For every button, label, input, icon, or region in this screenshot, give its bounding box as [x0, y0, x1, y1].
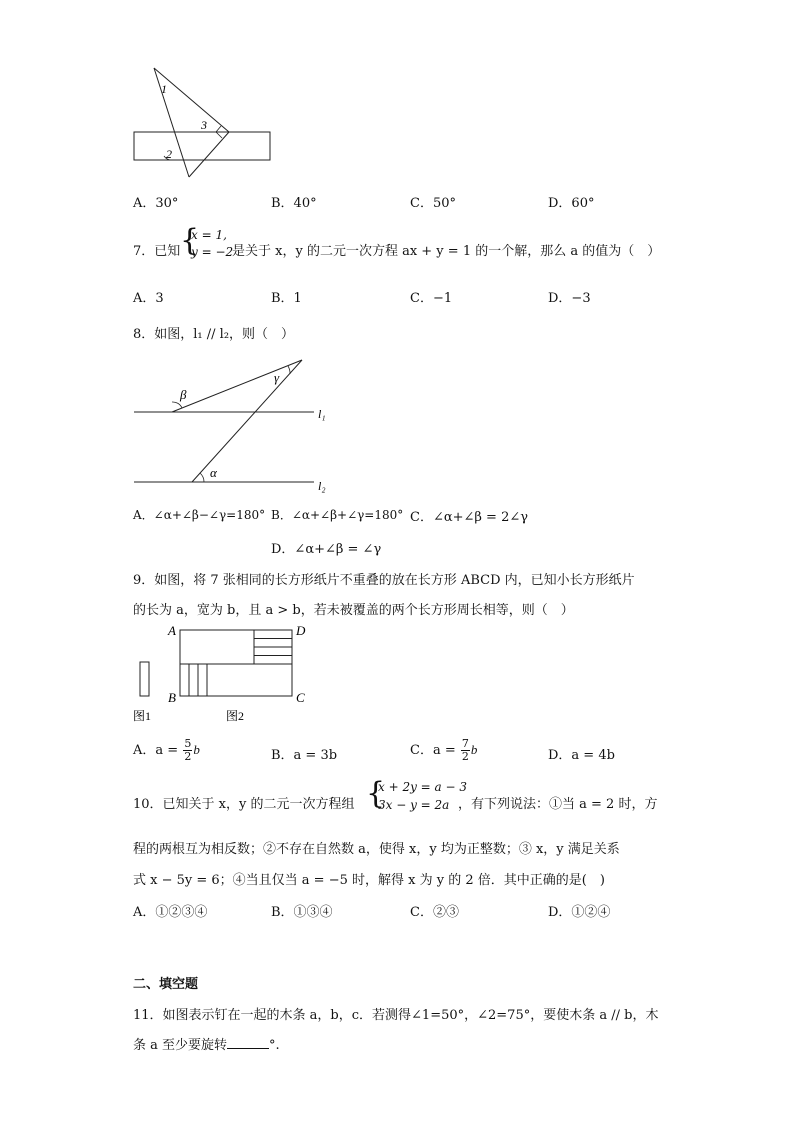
q8-option-d[interactable]: D．∠α+∠β = ∠γ	[271, 542, 382, 557]
q8-option-b[interactable]: B．∠α+∠β+∠γ=180°	[271, 508, 404, 522]
q6-option-c[interactable]: C．50°	[410, 196, 456, 211]
q11-line2-suffix: °.	[269, 1038, 280, 1053]
q10-brace: {	[366, 776, 386, 811]
angle-arc-beta	[172, 402, 182, 408]
angle-arc-gamma	[288, 366, 290, 374]
fig9-caption-2: 图2	[226, 709, 245, 723]
q8-option-c[interactable]: C．∠α+∠β = 2∠γ	[410, 510, 529, 525]
fig6-label-2: 2	[166, 147, 172, 161]
q7-option-a[interactable]: A．3	[133, 291, 164, 306]
q7-option-d[interactable]: D．−3	[548, 291, 591, 306]
q8-figure	[128, 352, 338, 497]
rect-abcd	[180, 630, 292, 696]
fig9-caption-1: 图1	[133, 709, 152, 723]
fig6-label-3: 3	[201, 118, 207, 132]
ray-beta	[172, 360, 302, 412]
q9-option-c[interactable]: C．a = $\frac{7}{2}$ b	[410, 737, 478, 763]
q10-line1-suffix: ，有下列说法：①当 a = 2 时，方	[458, 797, 658, 812]
fig9-label-c: C	[296, 690, 305, 705]
fig6-label-1: 1	[161, 82, 167, 96]
q6-option-a[interactable]: A．30°	[133, 196, 179, 211]
ruler-rectangle	[134, 132, 270, 160]
transversal	[192, 360, 302, 482]
q9-figure	[128, 620, 328, 728]
q6-option-b[interactable]: B．40°	[271, 196, 317, 211]
q7-eq2: y = −2	[191, 245, 234, 259]
fig8-beta: β	[180, 387, 187, 402]
q8-stem: 8．如图，l₁ // l₂，则（ ）	[133, 327, 295, 342]
q10-eq1: x + 2y = a − 3	[378, 780, 468, 794]
q7-option-b[interactable]: B．1	[271, 291, 302, 306]
fig9-label-b: B	[168, 690, 176, 705]
q7-option-c[interactable]: C．−1	[410, 291, 453, 306]
q11-answer-blank[interactable]	[227, 1036, 269, 1049]
q7-suffix: 是关于 x，y 的二元一次方程 ax + y = 1 的一个解，那么 a 的值为（ ）	[232, 244, 661, 259]
q11-line2	[133, 1034, 280, 1053]
fig8-l2: l₂	[318, 479, 326, 493]
fig8-alpha: α	[210, 465, 217, 480]
triangle-side	[154, 68, 229, 132]
section-title-fill-in: 二、填空题	[133, 977, 199, 992]
q7-brace: {	[180, 223, 200, 258]
q9-line2: 的长为 a，宽为 b，且 a > b，若未被覆盖的两个长方形周长相等，则（ ）	[133, 603, 574, 618]
q10-option-c[interactable]: C．②③	[410, 905, 459, 920]
q6-figure	[128, 62, 278, 182]
q10-prefix: 10．已知关于 x，y 的二元一次方程组	[133, 797, 355, 812]
angle-arc-alpha	[200, 473, 204, 482]
q11-line2-prefix: 条 a 至少要旋转	[133, 1038, 228, 1053]
q7-prefix: 7．已知	[133, 244, 181, 259]
q10-option-a[interactable]: A．①②③④	[133, 905, 208, 920]
q10-option-b[interactable]: B．①③④	[271, 905, 333, 920]
uncovered-top-rect	[180, 630, 254, 664]
q10-option-d[interactable]: D．①②④	[548, 905, 611, 920]
q10-eq2: 3x − y = 2a	[378, 798, 450, 812]
q10-line3: 式 x − 5y = 6；④当且仅当 a = −5 时，解得 x 为 y 的 2 倍．其中正确的是( )	[133, 873, 605, 888]
fig8-l1: l₁	[318, 407, 326, 421]
q9-option-a[interactable]: A．a = $\frac{5}{2}$ b	[133, 737, 200, 763]
q11-line1: 11．如图表示钉在一起的木条 a，b，c．若测得∠1=50°，∠2=75°，要使木条 a // b，木	[133, 1008, 659, 1023]
fig9-label-d: D	[296, 623, 306, 638]
fig9-label-a: A	[168, 623, 176, 638]
q7-eq1: x = 1,	[191, 228, 227, 242]
fig1-small-rectangle	[140, 662, 149, 696]
q8-option-a[interactable]: A．∠α+∠β−∠γ=180°	[133, 508, 266, 522]
triangle-side	[189, 132, 229, 177]
fig8-gamma: γ	[274, 370, 280, 385]
q9-option-b[interactable]: B．a = 3b	[271, 748, 338, 763]
q9-option-d[interactable]: D．a = 4b	[548, 748, 615, 763]
q6-option-d[interactable]: D．60°	[548, 196, 595, 211]
q9-line1: 9．如图，将 7 张相同的长方形纸片不重叠的放在长方形 ABCD 内，已知小长方形纸片	[133, 573, 635, 588]
q10-line2: 程的两根互为相反数；②不存在自然数 a，使得 x，y 均为正整数；③ x，y 满足关系	[133, 842, 620, 857]
